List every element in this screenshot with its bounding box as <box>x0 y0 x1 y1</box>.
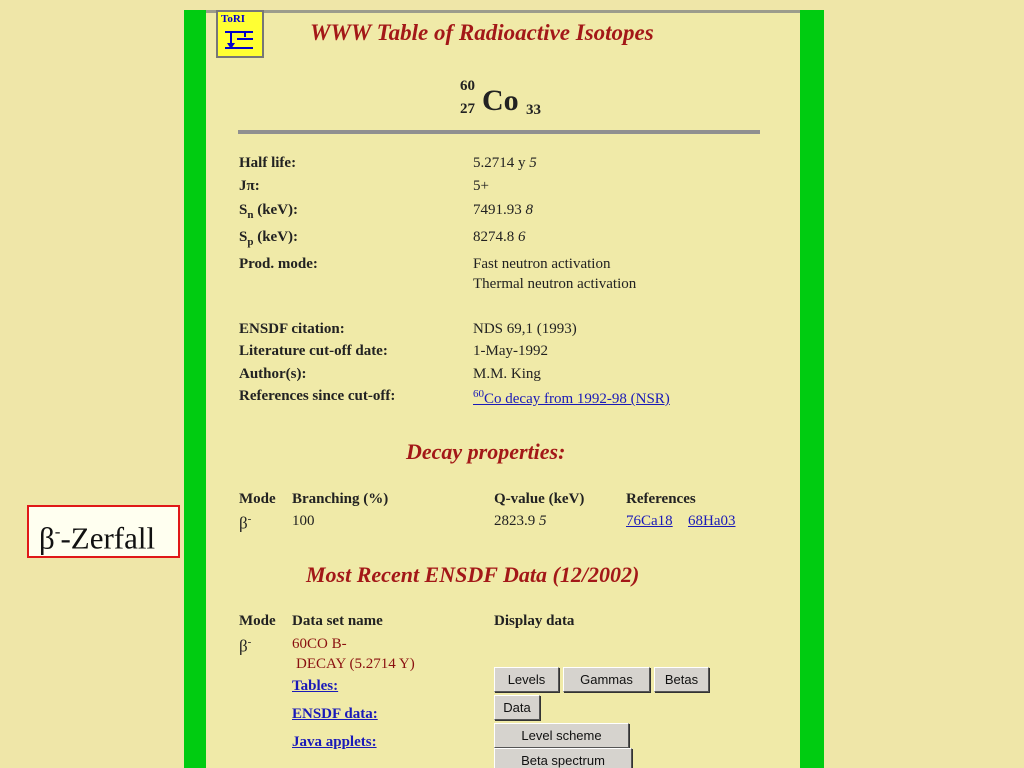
sn-value: 7491.93 8 <box>473 202 533 218</box>
decay-col-branching: Branching (%) <box>292 491 389 507</box>
dataset-name-line2: DECAY (5.2714 Y) <box>296 656 415 672</box>
cutoff-date-label: Literature cut-off date: <box>239 343 388 359</box>
levels-button[interactable]: Levels <box>494 667 559 692</box>
sp-value: 8274.8 6 <box>473 229 526 245</box>
divider <box>238 130 760 134</box>
authors-label: Author(s): <box>239 366 307 382</box>
decay-col-mode: Mode <box>239 491 276 507</box>
betas-button[interactable]: Betas <box>654 667 709 692</box>
decay-qvalue: 2823.9 5 <box>494 513 547 529</box>
neutron-number: 33 <box>526 102 541 118</box>
prod-mode-label: Prod. mode: <box>239 256 318 272</box>
level-scheme-icon <box>223 26 257 52</box>
spin-parity-label: Jπ: <box>239 178 260 194</box>
level-scheme-button[interactable]: Level scheme <box>494 723 629 748</box>
sn-label: $S_n$ (keV): <box>239 202 299 221</box>
logo-text: ToRI <box>221 13 246 25</box>
page-frame <box>184 10 824 768</box>
beta-decay-callout: β--Zerfall <box>27 505 180 558</box>
nsr-references-link[interactable]: $^{60}$Co decay from 1992-98 (NSR) <box>473 388 670 407</box>
ensdf-heading: Most Recent ENSDF Data (12/2002) <box>306 562 640 587</box>
dataset-name-line1: 60CO B- <box>292 636 347 652</box>
ensdf-data-link[interactable]: ENSDF data: <box>292 706 378 722</box>
authors-value: M.M. King <box>473 366 541 382</box>
half-life-value: 5.2714 y 5 <box>473 155 537 171</box>
data-button[interactable]: Data <box>494 695 540 720</box>
top-border <box>206 10 800 13</box>
decay-col-qvalue: Q-value (keV) <box>494 491 585 507</box>
ensdf-citation-label: ENSDF citation: <box>239 321 345 337</box>
ref-link-76ca18[interactable]: 76Ca18 <box>626 513 673 529</box>
references-label: References since cut-off: <box>239 388 396 404</box>
decay-col-references: References <box>626 491 696 507</box>
spin-parity-value: 5+ <box>473 178 489 194</box>
page-title: WWW Table of Radioactive Isotopes <box>310 20 654 45</box>
decay-properties-heading: Decay properties: <box>406 439 566 464</box>
sp-label: $S_p$ (keV): <box>239 229 299 248</box>
java-applets-link[interactable]: Java applets: <box>292 734 377 750</box>
ensdf-citation-value: NDS 69,1 (1993) <box>473 321 577 337</box>
cutoff-date-value: 1-May-1992 <box>473 343 548 359</box>
ensdf-col-mode: Mode <box>239 613 276 629</box>
ensdf-mode: β- <box>239 636 252 656</box>
decay-mode: β- <box>239 513 252 533</box>
content-panel <box>206 10 800 768</box>
prod-mode-value-2: Thermal neutron activation <box>473 276 637 292</box>
ref-link-68ha03[interactable]: 68Ha03 <box>688 513 736 529</box>
tables-link[interactable]: Tables: <box>292 678 339 694</box>
tori-logo[interactable] <box>216 10 264 58</box>
ensdf-col-dataset: Data set name <box>292 613 383 629</box>
half-life-label: Half life: <box>239 155 297 171</box>
prod-mode-value-1: Fast neutron activation <box>473 256 611 272</box>
gammas-button[interactable]: Gammas <box>563 667 650 692</box>
mass-number: 60 <box>460 78 475 94</box>
beta-spectrum-button[interactable]: Beta spectrum <box>494 748 632 768</box>
ensdf-col-display: Display data <box>494 613 575 629</box>
decay-branching: 100 <box>292 513 315 529</box>
element-symbol: Co <box>482 84 519 117</box>
nuclide-symbol <box>460 78 570 128</box>
atomic-number: 27 <box>460 101 475 117</box>
